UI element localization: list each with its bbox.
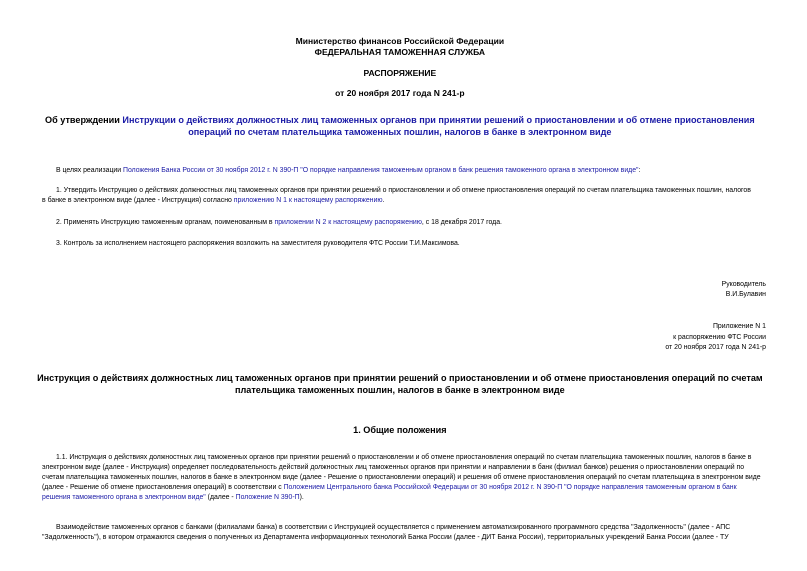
item2-prefix: 2. Применять Инструкцию таможенным органам, поименованным в — [56, 219, 275, 226]
appendix1-link[interactable]: приложению N 1 к настоящему распоряжению — [233, 197, 383, 204]
document-title-line2 — [0, 127, 800, 137]
cbr-regulation-link[interactable]: Положением Центрального банка Российской Федерации от 30 ноября 2012 г. N 390-П "О порядке направления таможенным органом в банк — [283, 484, 737, 491]
instruction-title-line2: плательщика таможенных пошлин, налогов в банке в электронном виде — [234, 385, 565, 395]
appendix-reference: к распоряжению ФТС России — [673, 334, 766, 341]
instruction-title-line1: Инструкция о действиях должностных лиц таможенных органов при принятии решений о приостановлении и об отмене приостановления операций по счетам — [37, 373, 763, 383]
p11-line5-mid: (далее - — [205, 494, 236, 501]
p11-line5 — [42, 493, 304, 502]
instruction-link[interactable]: Инструкции о действиях должностных лиц таможенных органов при принятии решений о приостановлении и об отмене приостановления — [122, 115, 755, 125]
item3: 3. Контроль за исполнением настоящего распоряжения возложить на заместителя руководителя ФТС России Т.И.Максимова. — [56, 240, 460, 247]
item2-suffix: , с 18 декабря 2017 года. — [421, 219, 502, 226]
p11-line1: 1.1. Инструкция о действиях должностных лиц таможенных органов при принятии решений о приостановлении и об отмене приостановления операций по счетам плательщика таможенных пошлин, налогов в банке в — [56, 454, 752, 461]
p11-line3: счетам плательщика таможенных пошлин, налогов в банке в электронном виде (далее - Решение о приостановлении операций) и решения об отмене приостановления операций по счетам плательщика в электронном виде — [42, 474, 761, 481]
instruction-link-cont[interactable]: операций по счетам плательщика таможенных пошлин, налогов в банке в электронном виде — [188, 127, 612, 137]
interaction-line1: Взаимодействие таможенных органов с банками (филиалами банка) в соответствии с Инструкцией осуществляется с применением автоматизированного программного средства "Задолженность" (далее - АПС — [56, 524, 731, 531]
item1-line2 — [42, 196, 384, 205]
cbr-regulation-link-cont[interactable]: решения таможенного органа в электронном виде" — [42, 494, 206, 501]
p11-line4 — [42, 483, 737, 492]
title-prefix: Об утверждении — [45, 115, 123, 125]
document-date: от 20 ноября 2017 года N 241-р — [335, 88, 465, 98]
preamble-prefix: В целях реализации — [56, 167, 124, 174]
interaction-line2: "Задолженность"), в котором отражаются сведения о полученных из Департамента информационных технологий Банка России (далее - ДИТ Банка России), территориальных учреждений Банка России (далее - ТУ — [42, 534, 729, 541]
p11-line5-suffix: ). — [299, 494, 304, 501]
p11-line4-prefix: (далее - Решение об отмене приостановления операций) в соответствии с — [42, 484, 284, 491]
document-title-line1 — [0, 115, 800, 125]
preamble-suffix: : — [638, 167, 641, 174]
regulation-390p-link[interactable]: Положения Банка России от 30 ноября 2012 г. N 390-П "О порядке направления таможенным органом в банк решения таможенного органа в электронном виде" — [123, 167, 639, 174]
preamble — [56, 166, 640, 175]
p11-line2: электронном виде (далее - Инструкция) определяет последовательность действий должностных лиц таможенных органов при принятии и направлении в банк (филиал банков) решения о приостановлении операций по — [42, 464, 745, 471]
item1-suffix: . — [382, 197, 385, 204]
service-name: ФЕДЕРАЛЬНАЯ ТАМОЖЕННАЯ СЛУЖБА — [314, 47, 486, 57]
section1-title: 1. Общие положения — [353, 425, 447, 435]
appendix2-link[interactable]: приложении N 2 к настоящему распоряжению — [274, 219, 422, 226]
signature-name: В.И.Булавин — [725, 291, 766, 298]
item2 — [56, 218, 502, 227]
regulation-390p-short-link[interactable]: Положение N 390-П — [235, 494, 300, 501]
signature-position: Руководитель — [721, 281, 766, 288]
document-type: РАСПОРЯЖЕНИЕ — [363, 68, 437, 78]
appendix-date: от 20 ноября 2017 года N 241-р — [665, 344, 766, 351]
appendix-number: Приложение N 1 — [712, 323, 766, 330]
ministry-name: Министерство финансов Российской Федерации — [295, 36, 505, 46]
item1-line1: 1. Утвердить Инструкцию о действиях должностных лиц таможенных органов при принятии решений о приостановлении и об отмене приостановления операций по счетам плательщика таможенных пошлин, налогов — [56, 187, 751, 194]
item1-prefix: в банке в электронном виде (далее - Инструкция) согласно — [42, 197, 234, 204]
